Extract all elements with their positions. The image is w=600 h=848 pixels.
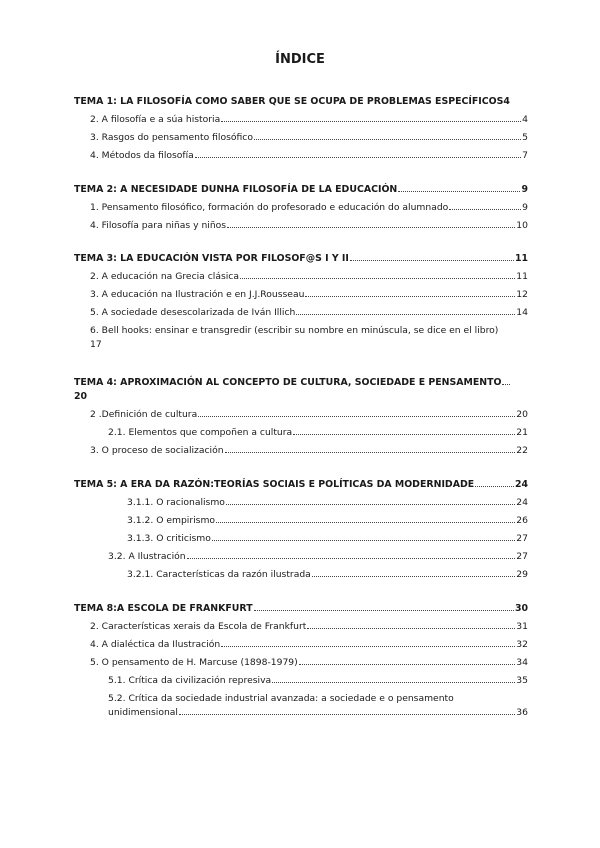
toc-entry-wrapped[interactable]: 5.2. Crítica da sociedade industrial avanzada: a sociedade e o pensamento unidimensional 36 (108, 693, 528, 718)
toc-topic-2[interactable]: TEMA 2: A NECESIDADE DUNHA FILOSOFÍA DE LA EDUCACIÓN 9 (74, 184, 528, 195)
toc-entry-wrapped[interactable]: 6. Bell hooks: ensinar e transgredir (escribir su nombre en minúscula, se dice en el libro) 17 (90, 325, 499, 350)
toc-entry[interactable]: 3.2.1. Características da razón ilustrada 29 (127, 569, 528, 580)
toc-entry[interactable]: 2. Características xerais da Escola de Frankfurt 31 (90, 621, 528, 632)
toc-entry[interactable]: 5.1. Crítica da civilización represiva 35 (108, 675, 528, 686)
toc-entry[interactable]: 3.1.3. O criticismo 27 (127, 533, 528, 544)
toc-entry[interactable]: 5. A sociedade desescolarizada de Iván Illich 14 (90, 307, 528, 318)
toc-entry[interactable]: 4. A dialéctica da Ilustración 32 (90, 639, 528, 650)
toc-entry[interactable]: 3. O proceso de socialización 22 (90, 445, 528, 456)
toc-entry[interactable]: 4. Métodos da filosofía 7 (90, 150, 528, 161)
toc-entry[interactable]: 3.1.1. O racionalismo 24 (127, 497, 528, 508)
toc-topic-4[interactable]: TEMA 4: APROXIMACIÓN AL CONCEPTO DE CULTURA, SOCIEDADE E PENSAMENTO 20 (74, 376, 528, 404)
toc-topic-1[interactable]: TEMA 1: LA FILOSOFÍA COMO SABER QUE SE OCUPA DE PROBLEMAS ESPECÍFICOS 4 (74, 96, 510, 107)
toc-entry[interactable]: 1. Pensamento filosófico, formación do profesorado e educación do alumnado 9 (90, 202, 528, 213)
toc-entry[interactable]: 4. Filosofía para niñas y niños 10 (90, 220, 528, 231)
toc-topic-5[interactable]: TEMA 5: A ERA DA RAZÓN:TEORÍAS SOCIAIS E POLÍTICAS DA MODERNIDADE 24 (74, 479, 528, 490)
toc-topic-8[interactable]: TEMA 8:A ESCOLA DE FRANKFURT 30 (74, 603, 528, 614)
page-title: ÍNDICE (275, 52, 325, 67)
toc-entry[interactable]: 2.1. Elementos que compoñen a cultura 21 (108, 427, 528, 438)
toc-entry[interactable]: 3. A educación na Ilustración e en J.J.Rousseau 12 (90, 289, 528, 300)
toc-entry[interactable]: 5. O pensamento de H. Marcuse (1898-1979) 34 (90, 657, 528, 668)
toc-topic-3[interactable]: TEMA 3: LA EDUCACIÓN VISTA POR FILOSOF@S I Y II 11 (74, 253, 528, 264)
toc-entry[interactable]: 2. A educación na Grecia clásica 11 (90, 271, 528, 282)
toc-entry[interactable]: 2. A filosofía e a súa historia 4 (90, 114, 528, 125)
toc-entry[interactable]: 3.2. A Ilustración 27 (108, 551, 528, 562)
toc-entry[interactable]: 3. Rasgos do pensamento filosófico 5 (90, 132, 528, 143)
toc-entry[interactable]: 3.1.2. O empirismo 26 (127, 515, 528, 526)
toc-entry[interactable]: 2 .Definición de cultura 20 (90, 409, 528, 420)
